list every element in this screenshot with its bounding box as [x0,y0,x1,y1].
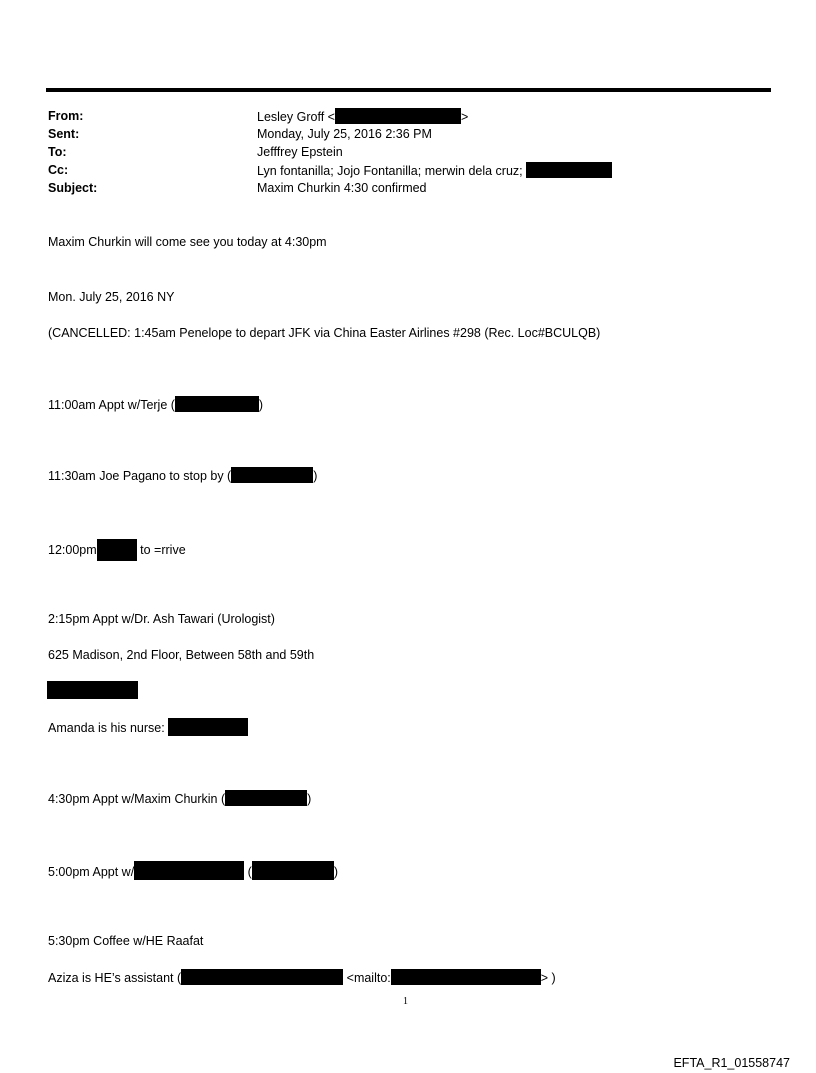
body-intro: Maxim Churkin will come see you today at 4:30pm [48,235,327,249]
redaction-block [181,969,343,985]
redaction-block [335,108,461,124]
aziza-text: Aziza is HE’s assistant ( [48,971,182,985]
page-number: 1 [403,996,408,1007]
redaction-block [252,861,334,880]
header-rule [46,88,771,92]
joe-pagano-text: 11:30am Joe Pagano to stop by ( [48,469,232,483]
from-close: > [460,110,469,124]
subject-value: Maxim Churkin 4:30 confirmed [257,181,427,195]
appt-terje [48,396,263,413]
redaction-block [225,790,307,806]
joe-pagano-close: ) [313,469,318,483]
redaction-block [175,396,259,412]
aziza-line [48,969,556,986]
to-value: Jefffrey Epstein [257,145,343,159]
to-label: To: [48,145,67,159]
coffee-line: 5:30pm Coffee w/HE Raafat [48,934,204,948]
noon-suffix: to =rrive [140,543,186,557]
redaction-block [168,718,248,736]
from-label: From: [48,109,84,123]
nurse-line [48,718,248,736]
joe-pagano [48,467,317,484]
mailto-open[interactable]: <mailto: [346,971,391,985]
noon-prefix: 12:00pm [48,543,97,557]
appt-terje-close: ) [258,398,264,412]
document-id: EFTA_R1_01558747 [673,1056,790,1070]
redaction-block [47,681,138,699]
churkin-text: 4:30pm Appt w/Maxim Churkin ( [48,792,226,806]
appt-terje-text: 11:00am Appt w/Terje ( [48,398,175,412]
cc-recipients: Lyn fontanilla; Jojo Fontanilla; merwin dela cruz; [257,164,523,178]
from-value [257,108,468,125]
cc-value [257,162,612,179]
cc-label: Cc: [48,163,69,177]
five-pm-appt [48,861,338,880]
nurse-text: Amanda is his nurse: [48,721,165,735]
subject-label: Subject: [48,181,98,195]
five-pm-open: ( [247,865,252,879]
five-pm-close: ) [333,865,338,879]
redaction-block [391,969,541,985]
sent-value: Monday, July 25, 2016 2:36 PM [257,127,432,141]
five-pm-text: 5:00pm Appt w/ [48,865,135,879]
sent-label: Sent: [48,127,80,141]
redaction-block [526,162,612,178]
address-line: 625 Madison, 2nd Floor, Between 58th and 59th [48,648,315,662]
mailto-close: > ) [540,971,556,985]
redaction-block [231,467,313,483]
redaction-block [97,539,137,561]
churkin-close: ) [307,792,312,806]
redaction-block [134,861,244,880]
body-date: Mon. July 25, 2016 NY [48,290,175,304]
from-name: Lesley Groff < [257,110,335,124]
urologist-appt: 2:15pm Appt w/Dr. Ash Tawari (Urologist) [48,612,275,626]
body-cancelled: (CANCELLED: 1:45am Penelope to depart JFK via China Easter Airlines #298 (Rec. Loc#BCULQB) [48,326,601,340]
noon-arrival [48,539,186,561]
churkin-appt [48,790,311,807]
